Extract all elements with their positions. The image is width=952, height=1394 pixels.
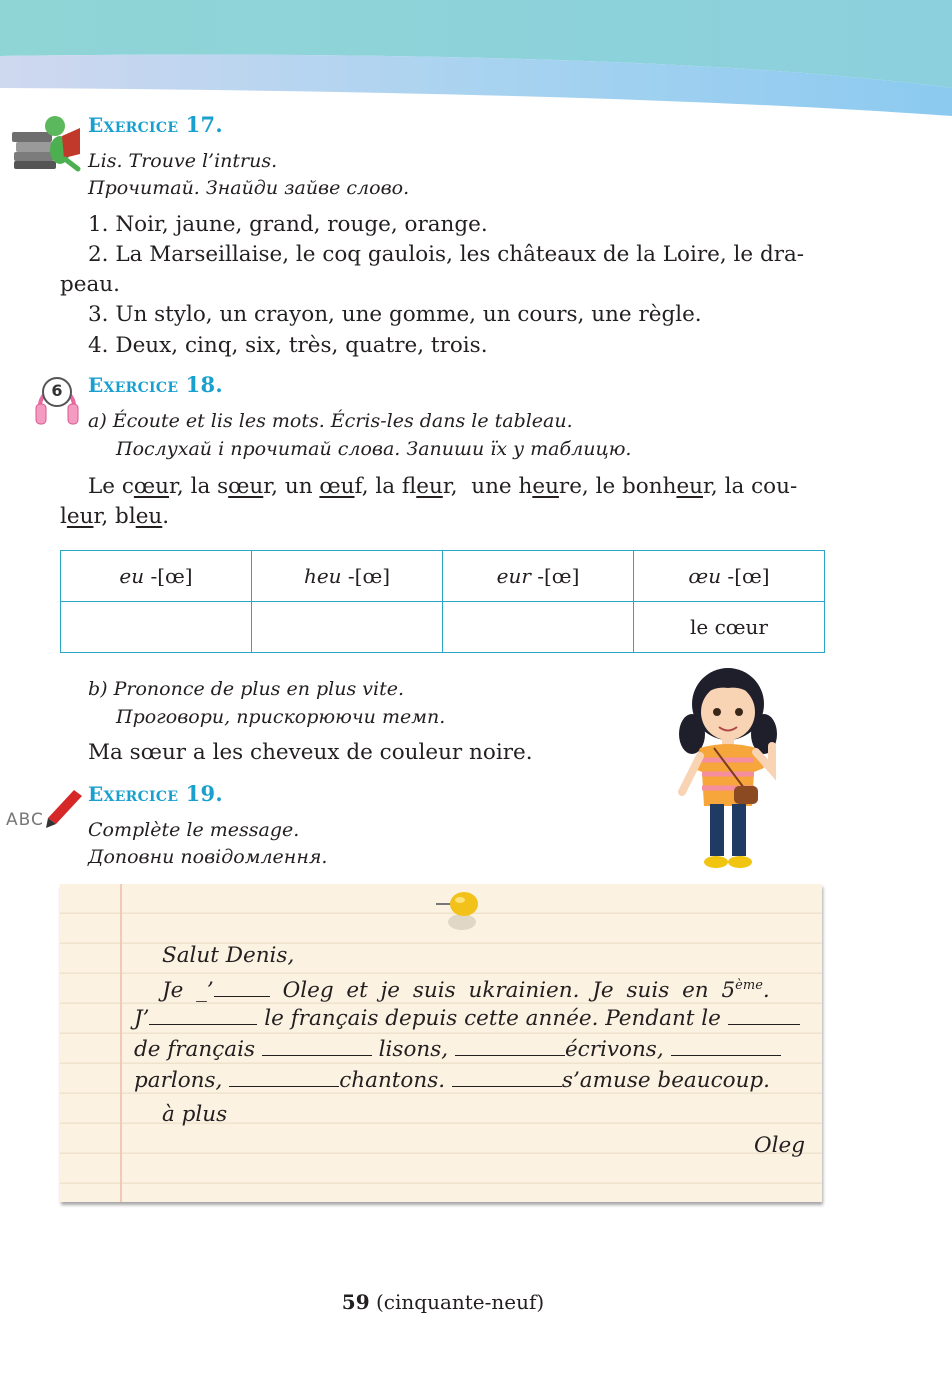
ex17-instruction-fr: Lis. Trouve l’intrus. <box>88 150 278 172</box>
tongue-twister: Ma sœur a les cheveux de couleur noire. <box>88 740 533 765</box>
blank-field[interactable] <box>455 1035 565 1056</box>
ex17-instruction-ua: Прочитай. Знайди зайве слово. <box>88 177 410 199</box>
exercise-number: 19. <box>185 781 224 806</box>
pen-abc-text: ABC <box>6 810 44 830</box>
exercise-17-title <box>88 112 223 137</box>
sound-table-cell[interactable] <box>61 602 252 653</box>
exercise-title-word: Exercice <box>88 113 179 137</box>
ex19-instruction-fr: Complète le message. <box>88 819 300 841</box>
ex17-item-3: 3. Un stylo, un crayon, une gomme, un cours, une règle. <box>88 302 702 327</box>
sound-table-header: eur -[œ] <box>443 551 634 602</box>
ex19-instruction-ua: Доповни повідомлення. <box>88 846 328 868</box>
ex18-a-instruction-ua: Послухай і прочитай слова. Запиши їх у таблицю. <box>116 438 632 460</box>
note-closing: à plus <box>162 1102 228 1127</box>
ex17-item-4: 4. Deux, cinq, six, très, quatre, trois. <box>88 333 488 358</box>
page-number-word: (cinquante-neuf) <box>376 1290 545 1314</box>
ex17-item-2: 2. La Marseillaise, le coq gaulois, les châteaux de la Loire, le dra- <box>88 242 805 267</box>
page-footer <box>0 1290 886 1314</box>
pushpin-icon <box>432 886 486 936</box>
page-number: 59 <box>341 1290 370 1314</box>
sound-table-cell: le cœur <box>634 602 825 653</box>
blank-field[interactable] <box>149 1004 257 1025</box>
sound-table-row <box>61 602 825 653</box>
exercise-title-word: Exercice <box>88 373 179 397</box>
exercise-number: 17. <box>185 112 224 137</box>
books-reader-icon <box>10 114 82 174</box>
sound-table-header: œu -[œ] <box>634 551 825 602</box>
audio-track-icon[interactable] <box>34 372 80 430</box>
ex18-word-list: Le cœur, la sœur, un œuf, la fleur, une heure, le bonheur, la cou- <box>88 474 798 499</box>
ex18-b-instruction-fr: b) Prononce de plus en plus vite. <box>88 678 404 700</box>
sound-table-header-row <box>61 551 825 602</box>
sound-table-header: eu -[œ] <box>61 551 252 602</box>
note-line-4: parlons, chantons. s’amuse beaucoup. <box>134 1068 771 1093</box>
blank-field[interactable] <box>262 1035 372 1056</box>
note-margin-line <box>120 884 122 1202</box>
blank-field[interactable] <box>452 1066 562 1087</box>
girl-illustration <box>672 664 784 876</box>
ex18-word-list-cont: leur, bleu. <box>60 504 170 529</box>
ex18-a-instruction-fr: a) Écoute et lis les mots. Écris-les dans le tableau. <box>88 410 573 432</box>
sound-table-cell[interactable] <box>443 602 634 653</box>
header-band <box>0 0 952 120</box>
exercise-number: 18. <box>185 372 224 397</box>
exercise-title-word: Exercice <box>88 782 179 806</box>
ex17-item-2-cont: peau. <box>60 272 120 297</box>
note-line-3: de français lisons, écrivons, <box>134 1034 781 1066</box>
exercise-18-title <box>88 372 223 397</box>
note-line-2: J’ le français depuis cette année. Pendant le <box>134 1003 800 1035</box>
note-line-1: Je _’ Oleg et je suis ukrainien. Je suis en 5ème. <box>162 978 770 1004</box>
blank-field[interactable] <box>671 1035 781 1056</box>
blank-field[interactable] <box>728 1004 800 1025</box>
sound-table-header: heu -[œ] <box>252 551 443 602</box>
sound-table-cell[interactable] <box>252 602 443 653</box>
blank-field[interactable] <box>229 1066 339 1087</box>
audio-track-number: 6 <box>51 381 63 400</box>
ex18-b-instruction-ua: Проговори, прискорюючи темп. <box>116 706 446 728</box>
exercise-19-title <box>88 781 223 806</box>
blank-field[interactable] <box>214 976 270 997</box>
note-greeting: Salut Denis, <box>162 943 295 968</box>
sound-table <box>60 550 825 653</box>
ex17-item-1: 1. Noir, jaune, grand, rouge, orange. <box>88 212 488 237</box>
note-signature: Oleg <box>754 1133 805 1158</box>
